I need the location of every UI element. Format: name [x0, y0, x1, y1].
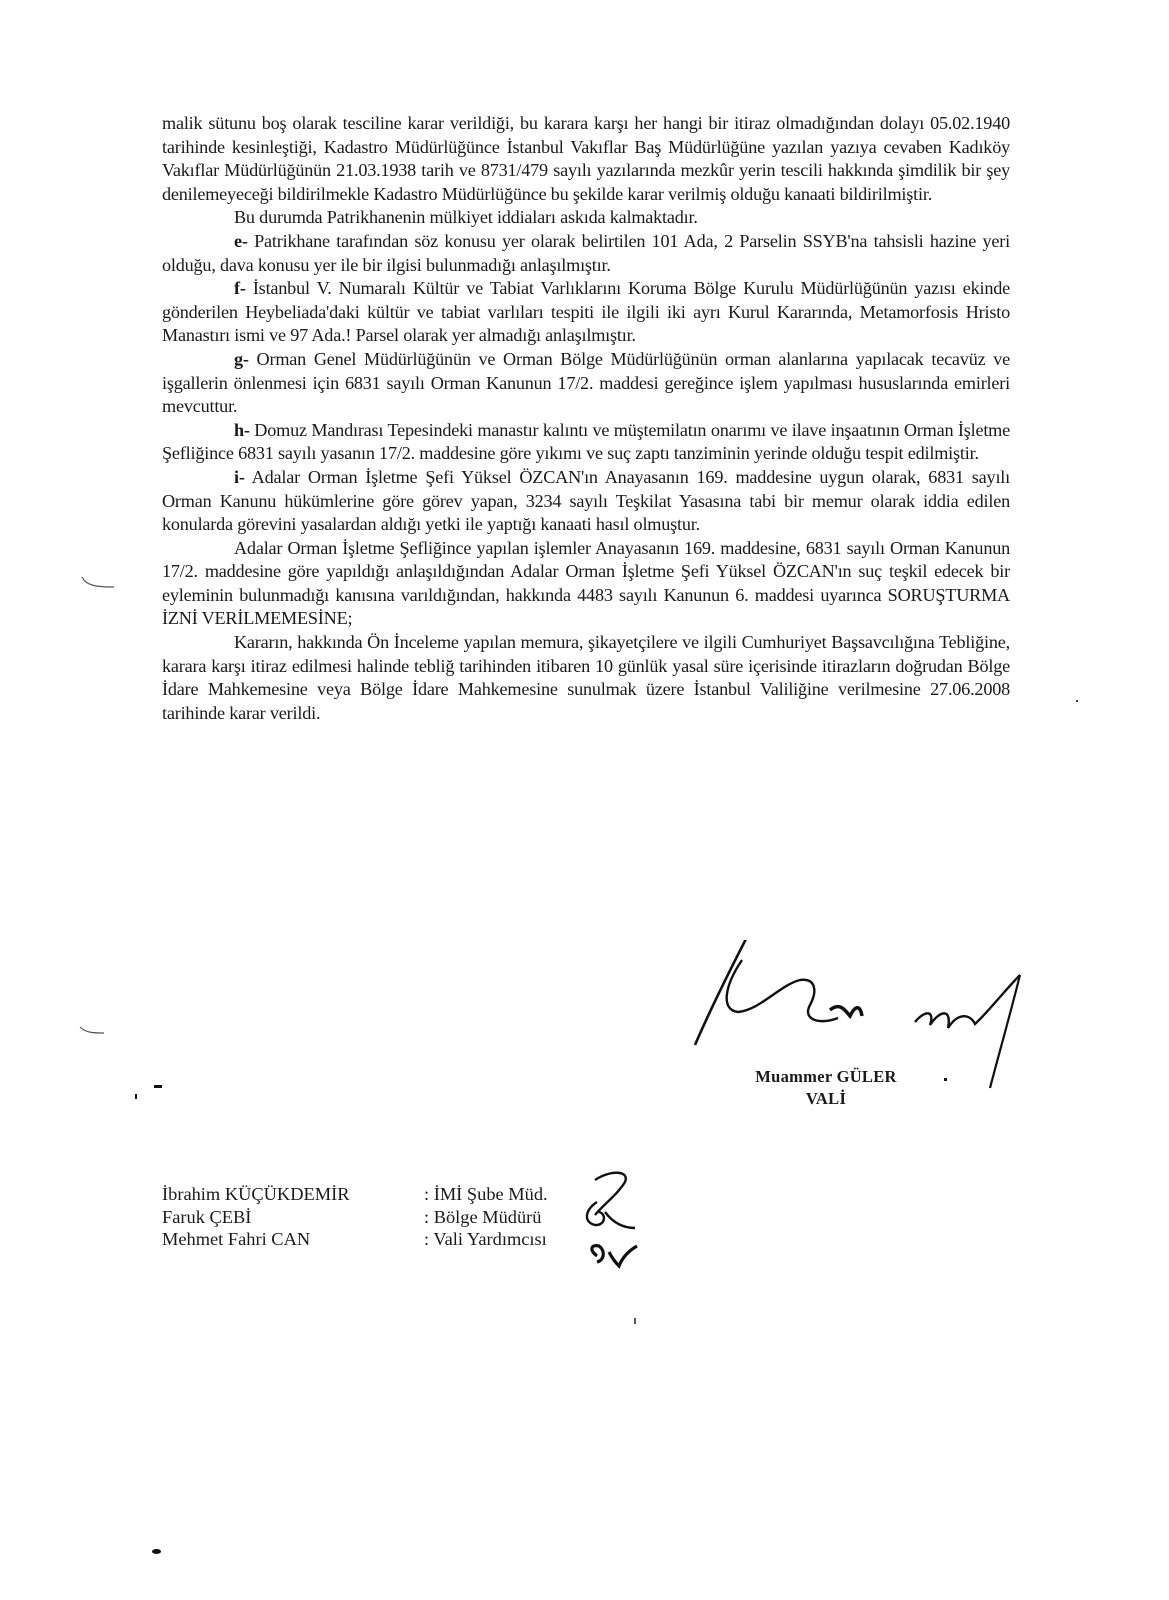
paragraph-e: [162, 230, 1010, 277]
roster-title: : İMİ Şube Müd.: [424, 1184, 548, 1204]
roster-name: Mehmet Fahri CAN: [162, 1229, 311, 1249]
paragraph-f: [162, 277, 1010, 348]
scan-mark: [135, 1094, 137, 1099]
roster-initials: [575, 1170, 655, 1275]
roster-row: [162, 1228, 594, 1251]
paragraph-continuation: [162, 112, 1010, 206]
document-body: [162, 112, 1010, 725]
paragraph-text: Adalar Orman İşletme Şefi Yüksel ÖZCAN'ın Anayasanın 169. maddesine uygun olarak, 6831 sayılı Orman Kanunu hükümlerine göre görev yapan, 3234 sayılı Teşkilat Yasasına tabi bir memur olarak iddia edilen konularda görevini yasalardan aldığı yetki ile yaptığı kanaati hasıl olmuştur.: [162, 466, 1010, 535]
paragraph-text: malik sütunu boş olarak tesciline karar verildiği, bu karara karşı her hangi bir itiraz olmadığından dolayı 05.02.1940 tarihinde kesinleştiği, Kadastro Müdürlüğünce İstanbul Vakıflar Baş Müdürlüğüne yazılan yazıya cevaben Kadıköy Vakıflar Müdürlüğünün 21.03.1938 tarih ve 8731/479 sayılı yazılarında mezkûr yerin tescili hakkında şimdilik bir şey denilemeyeceği bildirilmekle Kadastro Müdürlüğünce bu şekilde karar verilmiş olduğu kanaati bildirilmiştir.: [162, 113, 1010, 204]
item-label: f-: [234, 278, 246, 299]
roster-row: [162, 1183, 594, 1206]
paragraph-i: [162, 466, 1010, 537]
roster-title: : Vali Yardımcısı: [424, 1229, 547, 1249]
roster: [162, 1183, 594, 1251]
item-label: e-: [234, 230, 248, 251]
paragraph-text: Orman Genel Müdürlüğünün ve Orman Bölge Müdürlüğünün orman alanlarına yapılacak tecavüz ve işgallerin önlenmesi için 6831 sayılı Orman Kanunun 17/2. maddesi gereğince işlem yapılması hususlarında emirleri mevcuttur.: [162, 348, 1010, 417]
scan-mark: [80, 575, 120, 595]
paragraph-decision: [162, 631, 1010, 725]
paragraph-text: İstanbul V. Numaralı Kültür ve Tabiat Varlıklarını Koruma Bölge Kurulu Müdürlüğünün yazısı ekinde gönderilen Heybeliada'daki kültür ve tabiat varlıları tespiti ile ilgili iki ayrı Kurul Kararında, Metamorfosis Hristo Manastırı ismi ve 97 Ada.! Parsel olarak yer almadığı anlaşılmıştır.: [162, 278, 1010, 346]
item-label: g-: [234, 348, 249, 369]
signatory-block: [736, 1066, 916, 1110]
paragraph-g: [162, 348, 1010, 419]
roster-title: : Bölge Müdürü: [424, 1206, 542, 1227]
paragraph-text: Domuz Mandırası Tepesindeki manastır kalıntı ve müştemilatın onarımı ve ilave inşaatının Orman İşletme Şefliğince 6831 sayılı yasanın 17/2. maddesine göre yıkımı ve suç zaptı tanziminin yerinde olduğu tespit edilmiştir.: [162, 419, 1010, 464]
item-label: h-: [234, 419, 250, 440]
paragraph-text: Patrikhane tarafından söz konusu yer olarak belirtilen 101 Ada, 2 Parselin SSYB'na tahsisli hazine yeri olduğu, dava konusu yer ile bir ilgisi bulunmadığı anlaşılmıştır.: [162, 230, 1010, 275]
scan-mark: [634, 1318, 636, 1324]
signatory-name: Muammer GÜLER: [755, 1067, 897, 1086]
paragraph-text: Bu durumda Patrikhanenin mülkiyet iddiaları askıda kalmaktadır.: [234, 207, 698, 228]
signatory-title: VALİ: [805, 1089, 847, 1108]
scan-mark: [944, 1078, 947, 1081]
scan-mark: [78, 1025, 108, 1037]
scan-mark: [1076, 700, 1078, 702]
roster-row: [162, 1206, 594, 1229]
paragraph-h: [162, 419, 1010, 466]
item-label: i-: [234, 466, 245, 487]
paragraph-text: Adalar Orman İşletme Şefliğince yapılan işlemler Anayasanın 169. maddesine, 6831 sayılı Orman Kanunun 17/2. maddesine göre yapıldığı anlaşıldığından Adalar Orman İşletme Şefi Yüksel ÖZCAN'ın suç teşkil edecek bir eyleminin bulunmadığı kanısına varıldığından, hakkında 4483 sayılı Kanunun 6. maddesi uyarınca SORUŞTURMA İZNİ VERİLMEMESİNE;: [162, 537, 1010, 629]
roster-name: Faruk ÇEBİ: [162, 1206, 252, 1227]
scan-mark: [152, 1549, 161, 1554]
paragraph-text: Kararın, hakkında Ön İnceleme yapılan memura, şikayetçilere ve ilgili Cumhuriyet Başsavcılığına Tebliğine, karara karşı itiraz edilmesi halinde tebliğ tarihinden itibaren 10 günlük yasal süre içerisinde itirazların doğrudan Bölge İdare Mahkemesine veya Bölge İdare Mahkemesine sunulmak üzere İstanbul Valiliğine verilmesine 27.06.2008 tarihinde karar verildi.: [162, 632, 1010, 723]
scan-mark: [154, 1085, 162, 1088]
paragraph-patrikhane: [162, 206, 1010, 230]
paragraph-conclusion: [162, 537, 1010, 631]
roster-name: İbrahim KÜÇÜKDEMİR: [162, 1184, 350, 1204]
